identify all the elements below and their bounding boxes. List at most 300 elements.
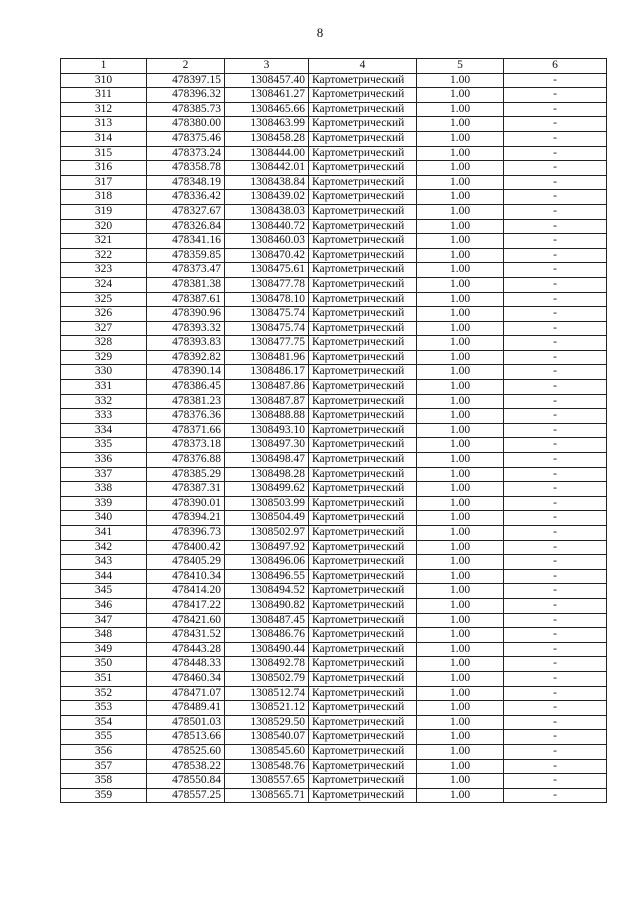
method-cell: Картометрический bbox=[309, 584, 417, 599]
description-cell: - bbox=[504, 453, 607, 468]
method-cell: Картометрический bbox=[309, 73, 417, 88]
x-coordinate-cell: 478373.47 bbox=[147, 263, 225, 278]
table-row bbox=[61, 715, 607, 730]
table-row bbox=[61, 540, 607, 555]
y-coordinate-cell: 1308477.75 bbox=[225, 336, 309, 351]
x-coordinate-cell: 478513.66 bbox=[147, 730, 225, 745]
column-header: 3 bbox=[225, 59, 309, 74]
x-coordinate-cell: 478373.18 bbox=[147, 438, 225, 453]
accuracy-cell: 1.00 bbox=[417, 613, 504, 628]
y-coordinate-cell: 1308461.27 bbox=[225, 88, 309, 103]
x-coordinate-cell: 478431.52 bbox=[147, 628, 225, 643]
x-coordinate-cell: 478400.42 bbox=[147, 540, 225, 555]
point-number-cell: 346 bbox=[61, 598, 147, 613]
accuracy-cell: 1.00 bbox=[417, 744, 504, 759]
table-row bbox=[61, 701, 607, 716]
description-cell: - bbox=[504, 730, 607, 745]
accuracy-cell: 1.00 bbox=[417, 467, 504, 482]
x-coordinate-cell: 478336.42 bbox=[147, 190, 225, 205]
accuracy-cell: 1.00 bbox=[417, 569, 504, 584]
table-row bbox=[61, 423, 607, 438]
accuracy-cell: 1.00 bbox=[417, 117, 504, 132]
point-number-cell: 329 bbox=[61, 350, 147, 365]
y-coordinate-cell: 1308494.52 bbox=[225, 584, 309, 599]
x-coordinate-cell: 478417.22 bbox=[147, 598, 225, 613]
point-number-cell: 338 bbox=[61, 482, 147, 497]
table-header-row bbox=[61, 59, 607, 74]
description-cell: - bbox=[504, 671, 607, 686]
method-cell: Картометрический bbox=[309, 642, 417, 657]
y-coordinate-cell: 1308458.28 bbox=[225, 131, 309, 146]
description-cell: - bbox=[504, 336, 607, 351]
description-cell: - bbox=[504, 263, 607, 278]
accuracy-cell: 1.00 bbox=[417, 73, 504, 88]
point-number-cell: 341 bbox=[61, 526, 147, 541]
point-number-cell: 318 bbox=[61, 190, 147, 205]
method-cell: Картометрический bbox=[309, 190, 417, 205]
table-row bbox=[61, 409, 607, 424]
accuracy-cell: 1.00 bbox=[417, 715, 504, 730]
description-cell: - bbox=[504, 774, 607, 789]
method-cell: Картометрический bbox=[309, 467, 417, 482]
method-cell: Картометрический bbox=[309, 730, 417, 745]
y-coordinate-cell: 1308487.86 bbox=[225, 380, 309, 395]
table-row bbox=[61, 131, 607, 146]
accuracy-cell: 1.00 bbox=[417, 701, 504, 716]
method-cell: Картометрический bbox=[309, 540, 417, 555]
point-number-cell: 342 bbox=[61, 540, 147, 555]
table-row bbox=[61, 263, 607, 278]
table-row bbox=[61, 146, 607, 161]
method-cell: Картометрический bbox=[309, 117, 417, 132]
page-number: 8 bbox=[316, 25, 324, 40]
y-coordinate-cell: 1308465.66 bbox=[225, 102, 309, 117]
y-coordinate-cell: 1308487.45 bbox=[225, 613, 309, 628]
y-coordinate-cell: 1308470.42 bbox=[225, 248, 309, 263]
point-number-cell: 332 bbox=[61, 394, 147, 409]
description-cell: - bbox=[504, 482, 607, 497]
x-coordinate-cell: 478396.32 bbox=[147, 88, 225, 103]
table-row bbox=[61, 307, 607, 322]
table-row bbox=[61, 204, 607, 219]
x-coordinate-cell: 478460.34 bbox=[147, 671, 225, 686]
table-row bbox=[61, 730, 607, 745]
table-row bbox=[61, 657, 607, 672]
point-number-cell: 345 bbox=[61, 584, 147, 599]
x-coordinate-cell: 478387.31 bbox=[147, 482, 225, 497]
method-cell: Картометрический bbox=[309, 628, 417, 643]
accuracy-cell: 1.00 bbox=[417, 380, 504, 395]
table-row bbox=[61, 686, 607, 701]
accuracy-cell: 1.00 bbox=[417, 277, 504, 292]
method-cell: Картометрический bbox=[309, 657, 417, 672]
x-coordinate-cell: 478538.22 bbox=[147, 759, 225, 774]
description-cell: - bbox=[504, 394, 607, 409]
accuracy-cell: 1.00 bbox=[417, 131, 504, 146]
point-number-cell: 325 bbox=[61, 292, 147, 307]
y-coordinate-cell: 1308496.55 bbox=[225, 569, 309, 584]
point-number-cell: 322 bbox=[61, 248, 147, 263]
table-row bbox=[61, 555, 607, 570]
y-coordinate-cell: 1308457.40 bbox=[225, 73, 309, 88]
point-number-cell: 344 bbox=[61, 569, 147, 584]
table-body bbox=[61, 73, 607, 803]
accuracy-cell: 1.00 bbox=[417, 526, 504, 541]
table-row bbox=[61, 453, 607, 468]
y-coordinate-cell: 1308512.74 bbox=[225, 686, 309, 701]
description-cell: - bbox=[504, 292, 607, 307]
x-coordinate-cell: 478405.29 bbox=[147, 555, 225, 570]
x-coordinate-cell: 478393.32 bbox=[147, 321, 225, 336]
point-number-cell: 359 bbox=[61, 788, 147, 803]
x-coordinate-cell: 478348.19 bbox=[147, 175, 225, 190]
y-coordinate-cell: 1308497.92 bbox=[225, 540, 309, 555]
column-header: 4 bbox=[309, 59, 417, 74]
table-row bbox=[61, 496, 607, 511]
method-cell: Картометрический bbox=[309, 350, 417, 365]
accuracy-cell: 1.00 bbox=[417, 248, 504, 263]
point-number-cell: 357 bbox=[61, 759, 147, 774]
x-coordinate-cell: 478375.46 bbox=[147, 131, 225, 146]
x-coordinate-cell: 478376.88 bbox=[147, 453, 225, 468]
accuracy-cell: 1.00 bbox=[417, 292, 504, 307]
accuracy-cell: 1.00 bbox=[417, 88, 504, 103]
point-number-cell: 355 bbox=[61, 730, 147, 745]
point-number-cell: 311 bbox=[61, 88, 147, 103]
y-coordinate-cell: 1308529.50 bbox=[225, 715, 309, 730]
y-coordinate-cell: 1308487.87 bbox=[225, 394, 309, 409]
x-coordinate-cell: 478392.82 bbox=[147, 350, 225, 365]
method-cell: Картометрический bbox=[309, 277, 417, 292]
y-coordinate-cell: 1308565.71 bbox=[225, 788, 309, 803]
table-row bbox=[61, 219, 607, 234]
point-number-cell: 313 bbox=[61, 117, 147, 132]
method-cell: Картометрический bbox=[309, 102, 417, 117]
description-cell: - bbox=[504, 423, 607, 438]
y-coordinate-cell: 1308499.62 bbox=[225, 482, 309, 497]
description-cell: - bbox=[504, 642, 607, 657]
y-coordinate-cell: 1308439.02 bbox=[225, 190, 309, 205]
accuracy-cell: 1.00 bbox=[417, 102, 504, 117]
point-number-cell: 337 bbox=[61, 467, 147, 482]
description-cell: - bbox=[504, 744, 607, 759]
y-coordinate-cell: 1308478.10 bbox=[225, 292, 309, 307]
method-cell: Картометрический bbox=[309, 321, 417, 336]
y-coordinate-cell: 1308498.28 bbox=[225, 467, 309, 482]
x-coordinate-cell: 478397.15 bbox=[147, 73, 225, 88]
description-cell: - bbox=[504, 146, 607, 161]
description-cell: - bbox=[504, 131, 607, 146]
method-cell: Картометрический bbox=[309, 234, 417, 249]
y-coordinate-cell: 1308490.44 bbox=[225, 642, 309, 657]
x-coordinate-cell: 478376.36 bbox=[147, 409, 225, 424]
description-cell: - bbox=[504, 204, 607, 219]
y-coordinate-cell: 1308438.03 bbox=[225, 204, 309, 219]
description-cell: - bbox=[504, 88, 607, 103]
description-cell: - bbox=[504, 555, 607, 570]
table-row bbox=[61, 321, 607, 336]
method-cell: Картометрический bbox=[309, 175, 417, 190]
x-coordinate-cell: 478421.60 bbox=[147, 613, 225, 628]
method-cell: Картометрический bbox=[309, 307, 417, 322]
x-coordinate-cell: 478371.66 bbox=[147, 423, 225, 438]
table-row bbox=[61, 438, 607, 453]
x-coordinate-cell: 478373.24 bbox=[147, 146, 225, 161]
accuracy-cell: 1.00 bbox=[417, 628, 504, 643]
description-cell: - bbox=[504, 788, 607, 803]
description-cell: - bbox=[504, 248, 607, 263]
description-cell: - bbox=[504, 715, 607, 730]
point-number-cell: 315 bbox=[61, 146, 147, 161]
y-coordinate-cell: 1308497.30 bbox=[225, 438, 309, 453]
table-row bbox=[61, 598, 607, 613]
table-row bbox=[61, 526, 607, 541]
accuracy-cell: 1.00 bbox=[417, 409, 504, 424]
table-row bbox=[61, 336, 607, 351]
point-number-cell: 324 bbox=[61, 277, 147, 292]
accuracy-cell: 1.00 bbox=[417, 190, 504, 205]
method-cell: Картометрический bbox=[309, 380, 417, 395]
column-header: 1 bbox=[61, 59, 147, 74]
accuracy-cell: 1.00 bbox=[417, 321, 504, 336]
method-cell: Картометрический bbox=[309, 555, 417, 570]
column-header: 5 bbox=[417, 59, 504, 74]
description-cell: - bbox=[504, 701, 607, 716]
y-coordinate-cell: 1308477.78 bbox=[225, 277, 309, 292]
method-cell: Картометрический bbox=[309, 336, 417, 351]
table-row bbox=[61, 175, 607, 190]
y-coordinate-cell: 1308504.49 bbox=[225, 511, 309, 526]
description-cell: - bbox=[504, 277, 607, 292]
y-coordinate-cell: 1308498.47 bbox=[225, 453, 309, 468]
accuracy-cell: 1.00 bbox=[417, 453, 504, 468]
point-number-cell: 312 bbox=[61, 102, 147, 117]
y-coordinate-cell: 1308503.99 bbox=[225, 496, 309, 511]
y-coordinate-cell: 1308460.03 bbox=[225, 234, 309, 249]
y-coordinate-cell: 1308440.72 bbox=[225, 219, 309, 234]
x-coordinate-cell: 478387.61 bbox=[147, 292, 225, 307]
method-cell: Картометрический bbox=[309, 686, 417, 701]
table-row bbox=[61, 88, 607, 103]
y-coordinate-cell: 1308545.60 bbox=[225, 744, 309, 759]
description-cell: - bbox=[504, 161, 607, 176]
accuracy-cell: 1.00 bbox=[417, 161, 504, 176]
point-number-cell: 348 bbox=[61, 628, 147, 643]
description-cell: - bbox=[504, 380, 607, 395]
accuracy-cell: 1.00 bbox=[417, 219, 504, 234]
description-cell: - bbox=[504, 409, 607, 424]
accuracy-cell: 1.00 bbox=[417, 263, 504, 278]
accuracy-cell: 1.00 bbox=[417, 788, 504, 803]
table-row bbox=[61, 511, 607, 526]
x-coordinate-cell: 478341.16 bbox=[147, 234, 225, 249]
y-coordinate-cell: 1308492.78 bbox=[225, 657, 309, 672]
accuracy-cell: 1.00 bbox=[417, 642, 504, 657]
point-number-cell: 333 bbox=[61, 409, 147, 424]
method-cell: Картометрический bbox=[309, 161, 417, 176]
table-row bbox=[61, 248, 607, 263]
y-coordinate-cell: 1308496.06 bbox=[225, 555, 309, 570]
accuracy-cell: 1.00 bbox=[417, 686, 504, 701]
method-cell: Картометрический bbox=[309, 671, 417, 686]
y-coordinate-cell: 1308475.74 bbox=[225, 307, 309, 322]
table-row bbox=[61, 788, 607, 803]
x-coordinate-cell: 478557.25 bbox=[147, 788, 225, 803]
description-cell: - bbox=[504, 102, 607, 117]
method-cell: Картометрический bbox=[309, 715, 417, 730]
point-number-cell: 310 bbox=[61, 73, 147, 88]
method-cell: Картометрический bbox=[309, 569, 417, 584]
method-cell: Картометрический bbox=[309, 701, 417, 716]
table-row bbox=[61, 365, 607, 380]
method-cell: Картометрический bbox=[309, 292, 417, 307]
point-number-cell: 354 bbox=[61, 715, 147, 730]
method-cell: Картометрический bbox=[309, 365, 417, 380]
x-coordinate-cell: 478381.23 bbox=[147, 394, 225, 409]
point-number-cell: 339 bbox=[61, 496, 147, 511]
method-cell: Картометрический bbox=[309, 613, 417, 628]
point-number-cell: 323 bbox=[61, 263, 147, 278]
point-number-cell: 334 bbox=[61, 423, 147, 438]
table-row bbox=[61, 292, 607, 307]
accuracy-cell: 1.00 bbox=[417, 540, 504, 555]
y-coordinate-cell: 1308486.17 bbox=[225, 365, 309, 380]
point-number-cell: 351 bbox=[61, 671, 147, 686]
table-row bbox=[61, 234, 607, 249]
description-cell: - bbox=[504, 190, 607, 205]
description-cell: - bbox=[504, 175, 607, 190]
method-cell: Картометрический bbox=[309, 423, 417, 438]
x-coordinate-cell: 478390.14 bbox=[147, 365, 225, 380]
method-cell: Картометрический bbox=[309, 204, 417, 219]
x-coordinate-cell: 478501.03 bbox=[147, 715, 225, 730]
description-cell: - bbox=[504, 657, 607, 672]
table-row bbox=[61, 642, 607, 657]
x-coordinate-cell: 478471.07 bbox=[147, 686, 225, 701]
description-cell: - bbox=[504, 73, 607, 88]
description-cell: - bbox=[504, 598, 607, 613]
y-coordinate-cell: 1308486.76 bbox=[225, 628, 309, 643]
accuracy-cell: 1.00 bbox=[417, 496, 504, 511]
y-coordinate-cell: 1308481.96 bbox=[225, 350, 309, 365]
point-number-cell: 356 bbox=[61, 744, 147, 759]
point-number-cell: 328 bbox=[61, 336, 147, 351]
accuracy-cell: 1.00 bbox=[417, 365, 504, 380]
description-cell: - bbox=[504, 759, 607, 774]
x-coordinate-cell: 478326.84 bbox=[147, 219, 225, 234]
accuracy-cell: 1.00 bbox=[417, 146, 504, 161]
x-coordinate-cell: 478390.96 bbox=[147, 307, 225, 322]
point-number-cell: 330 bbox=[61, 365, 147, 380]
point-number-cell: 349 bbox=[61, 642, 147, 657]
x-coordinate-cell: 478393.83 bbox=[147, 336, 225, 351]
accuracy-cell: 1.00 bbox=[417, 336, 504, 351]
description-cell: - bbox=[504, 540, 607, 555]
description-cell: - bbox=[504, 234, 607, 249]
table-row bbox=[61, 190, 607, 205]
point-number-cell: 317 bbox=[61, 175, 147, 190]
method-cell: Картометрический bbox=[309, 146, 417, 161]
x-coordinate-cell: 478396.73 bbox=[147, 526, 225, 541]
table-row bbox=[61, 394, 607, 409]
accuracy-cell: 1.00 bbox=[417, 657, 504, 672]
y-coordinate-cell: 1308488.88 bbox=[225, 409, 309, 424]
x-coordinate-cell: 478550.84 bbox=[147, 774, 225, 789]
description-cell: - bbox=[504, 307, 607, 322]
method-cell: Картометрический bbox=[309, 511, 417, 526]
y-coordinate-cell: 1308493.10 bbox=[225, 423, 309, 438]
accuracy-cell: 1.00 bbox=[417, 671, 504, 686]
x-coordinate-cell: 478414.20 bbox=[147, 584, 225, 599]
accuracy-cell: 1.00 bbox=[417, 438, 504, 453]
x-coordinate-cell: 478380.00 bbox=[147, 117, 225, 132]
table-row bbox=[61, 102, 607, 117]
description-cell: - bbox=[504, 365, 607, 380]
method-cell: Картометрический bbox=[309, 453, 417, 468]
x-coordinate-cell: 478385.73 bbox=[147, 102, 225, 117]
x-coordinate-cell: 478410.34 bbox=[147, 569, 225, 584]
description-cell: - bbox=[504, 584, 607, 599]
description-cell: - bbox=[504, 613, 607, 628]
method-cell: Картометрический bbox=[309, 482, 417, 497]
description-cell: - bbox=[504, 117, 607, 132]
description-cell: - bbox=[504, 511, 607, 526]
y-coordinate-cell: 1308475.74 bbox=[225, 321, 309, 336]
column-header: 2 bbox=[147, 59, 225, 74]
table-row bbox=[61, 73, 607, 88]
table-row bbox=[61, 613, 607, 628]
point-number-cell: 347 bbox=[61, 613, 147, 628]
y-coordinate-cell: 1308442.01 bbox=[225, 161, 309, 176]
point-number-cell: 336 bbox=[61, 453, 147, 468]
table-row bbox=[61, 774, 607, 789]
description-cell: - bbox=[504, 526, 607, 541]
y-coordinate-cell: 1308540.07 bbox=[225, 730, 309, 745]
point-number-cell: 350 bbox=[61, 657, 147, 672]
x-coordinate-cell: 478385.29 bbox=[147, 467, 225, 482]
method-cell: Картометрический bbox=[309, 219, 417, 234]
accuracy-cell: 1.00 bbox=[417, 234, 504, 249]
description-cell: - bbox=[504, 219, 607, 234]
point-number-cell: 327 bbox=[61, 321, 147, 336]
coordinates-table bbox=[60, 58, 607, 803]
x-coordinate-cell: 478390.01 bbox=[147, 496, 225, 511]
x-coordinate-cell: 478359.85 bbox=[147, 248, 225, 263]
accuracy-cell: 1.00 bbox=[417, 423, 504, 438]
point-number-cell: 321 bbox=[61, 234, 147, 249]
accuracy-cell: 1.00 bbox=[417, 759, 504, 774]
method-cell: Картометрический bbox=[309, 496, 417, 511]
accuracy-cell: 1.00 bbox=[417, 774, 504, 789]
x-coordinate-cell: 478358.78 bbox=[147, 161, 225, 176]
x-coordinate-cell: 478448.33 bbox=[147, 657, 225, 672]
accuracy-cell: 1.00 bbox=[417, 394, 504, 409]
table-row bbox=[61, 380, 607, 395]
method-cell: Картометрический bbox=[309, 88, 417, 103]
point-number-cell: 331 bbox=[61, 380, 147, 395]
point-number-cell: 335 bbox=[61, 438, 147, 453]
accuracy-cell: 1.00 bbox=[417, 482, 504, 497]
table-row bbox=[61, 161, 607, 176]
point-number-cell: 316 bbox=[61, 161, 147, 176]
method-cell: Картометрический bbox=[309, 526, 417, 541]
table-row bbox=[61, 671, 607, 686]
y-coordinate-cell: 1308490.82 bbox=[225, 598, 309, 613]
y-coordinate-cell: 1308521.12 bbox=[225, 701, 309, 716]
y-coordinate-cell: 1308548.76 bbox=[225, 759, 309, 774]
method-cell: Картометрический bbox=[309, 744, 417, 759]
point-number-cell: 314 bbox=[61, 131, 147, 146]
